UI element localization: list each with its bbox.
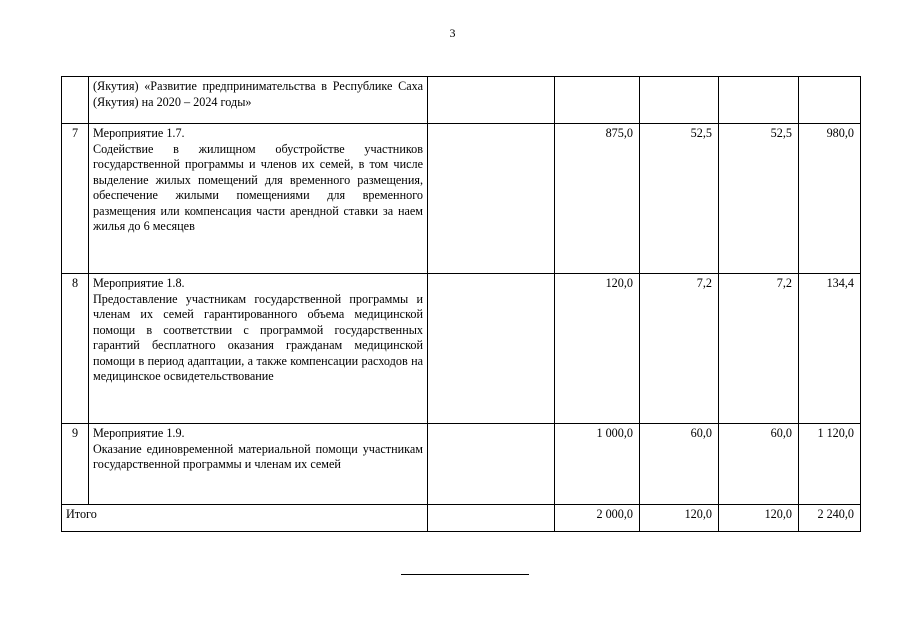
table-row <box>62 77 861 124</box>
end-separator-line <box>401 574 529 575</box>
total-cell <box>799 77 861 124</box>
table-row <box>62 124 861 274</box>
value-cell: 60,0 <box>640 424 719 505</box>
page-number: 3 <box>449 26 456 40</box>
description-text: Предоставление участникам государственной программы и членам их семей гарантированного объема медицинской помощи в соответствии с программой государственных гарантий бесплатного оказания гражданам медицинской помощи в период адаптации, а также компенсации расходов на медицинское освидетельствование <box>93 291 423 383</box>
budget-table <box>61 76 861 532</box>
table-row <box>62 274 861 424</box>
total-cell: 1 120,0 <box>799 424 861 505</box>
empty-cell <box>428 274 555 424</box>
empty-cell <box>428 424 555 505</box>
description-text: Оказание единовременной материальной помощи участникам государственной программы и членам их семей <box>93 441 423 471</box>
value-cell: 52,5 <box>719 124 799 274</box>
measure-title: Мероприятие 1.8. <box>93 276 185 290</box>
empty-cell <box>428 124 555 274</box>
row-number-cell: 7 <box>62 124 89 274</box>
value-cell <box>640 77 719 124</box>
total-label: Итого <box>62 505 428 532</box>
measure-title: Мероприятие 1.7. <box>93 126 185 140</box>
value-cell: 7,2 <box>719 274 799 424</box>
empty-cell <box>428 505 555 532</box>
description-text: Содействие в жилищном обустройстве участников государственной программы и членов их семей, в том числе выделение жилых помещений для временного размещения, обеспечение жилыми помещениями для временного размещения или компенсация части арендной ставки за наем жилья до 6 месяцев <box>93 141 423 233</box>
total-row <box>62 505 861 532</box>
description-cell <box>89 274 428 424</box>
total-value-cell: 2 000,0 <box>555 505 640 532</box>
value-cell: 52,5 <box>640 124 719 274</box>
value-cell: 120,0 <box>555 274 640 424</box>
measure-title: Мероприятие 1.9. <box>93 426 185 440</box>
description-cell <box>89 77 428 124</box>
row-number-cell: 9 <box>62 424 89 505</box>
value-cell: 875,0 <box>555 124 640 274</box>
total-value-cell: 120,0 <box>719 505 799 532</box>
total-cell: 134,4 <box>799 274 861 424</box>
value-cell: 1 000,0 <box>555 424 640 505</box>
value-cell <box>555 77 640 124</box>
total-cell: 980,0 <box>799 124 861 274</box>
value-cell: 7,2 <box>640 274 719 424</box>
description-cell <box>89 124 428 274</box>
row-number-cell <box>62 77 89 124</box>
description-text: (Якутия) «Развитие предпринимательства в Республике Саха (Якутия) на 2020 – 2024 годы» <box>93 79 423 109</box>
row-number-cell: 8 <box>62 274 89 424</box>
value-cell <box>719 77 799 124</box>
value-cell: 60,0 <box>719 424 799 505</box>
total-value-cell: 120,0 <box>640 505 719 532</box>
grand-total-cell: 2 240,0 <box>799 505 861 532</box>
table-row <box>62 424 861 505</box>
description-cell <box>89 424 428 505</box>
empty-cell <box>428 77 555 124</box>
